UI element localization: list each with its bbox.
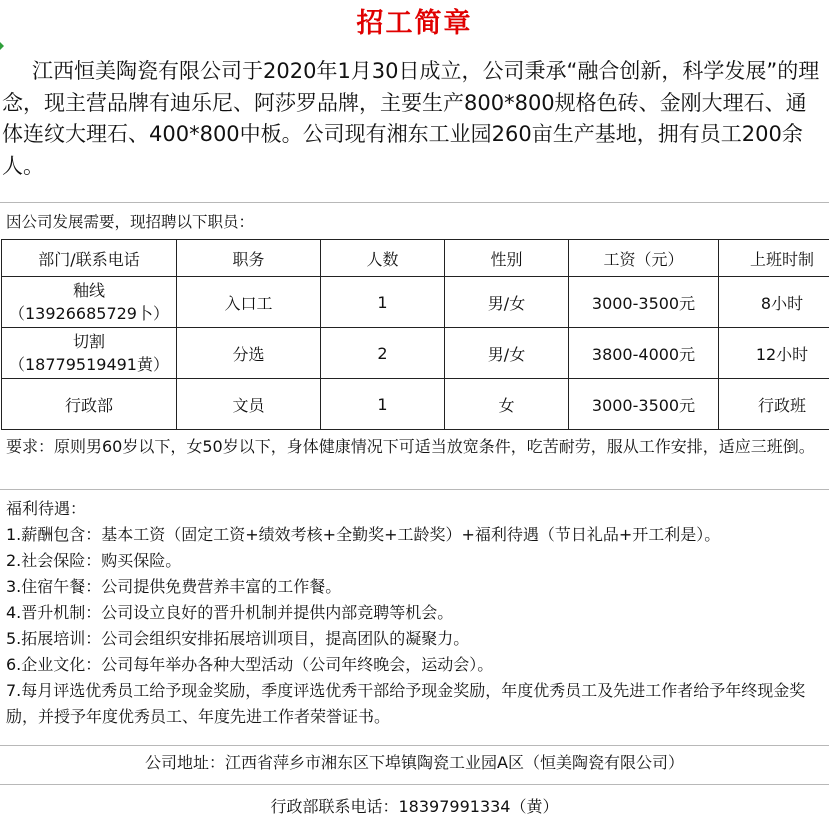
table-header-row (2, 240, 829, 277)
page-title: 招工简章 (356, 8, 473, 39)
dept-phone: （18779519491黄） (9, 355, 169, 374)
dept-name: 切割 (72, 332, 105, 351)
dept-cell (2, 328, 177, 379)
count-cell: 1 (321, 379, 445, 430)
benefit-item: 6.企业文化：公司每年举办各种大型活动（公司年终晚会，运动会）。 (6, 655, 494, 674)
salary-cell: 3000-3500元 (569, 277, 719, 328)
salary-cell: 3000-3500元 (569, 379, 719, 430)
divider (0, 489, 829, 490)
benefit-item: 1.薪酬包含：基本工资（固定工资+绩效考核+全勤奖+工龄奖）+福利待遇（节日礼品+开工利是）。 (6, 525, 721, 544)
requirements-text: 要求：原则男60岁以下，女50岁以下，身体健康情况下可适当放宽条件，吃苦耐劳，服从工作安排，适应三班倒。 (6, 437, 815, 456)
col-header-position: 职务 (177, 240, 321, 277)
gender-cell: 男/女 (445, 277, 569, 328)
col-header-salary: 工资（元） (569, 240, 719, 277)
count-cell: 1 (321, 277, 445, 328)
company-address: 公司地址：江西省萍乡市湘东区下埠镇陶瓷工业园A区（恒美陶瓷有限公司） (145, 753, 684, 772)
gender-cell: 男/女 (445, 328, 569, 379)
benefit-item: 3.住宿午餐：公司提供免费营养丰富的工作餐。 (6, 577, 342, 596)
benefit-item: 5.拓展培训：公司会组织安排拓展培训项目，提高团队的凝聚力。 (6, 629, 470, 648)
table-row (2, 277, 829, 328)
benefits-heading: 福利待遇： (6, 499, 87, 518)
col-header-count: 人数 (321, 240, 445, 277)
position-cell: 分选 (177, 328, 321, 379)
hours-cell: 行政班 (719, 379, 829, 430)
divider (0, 745, 829, 746)
col-header-gender: 性别 (445, 240, 569, 277)
contact-phone: 行政部联系电话：18397991334（黄） (270, 797, 559, 816)
position-cell: 文员 (177, 379, 321, 430)
benefit-item: 4.晋升机制：公司设立良好的晋升机制并提供内部竞聘等机会。 (6, 603, 454, 622)
col-header-dept: 部门/联系电话 (2, 240, 177, 277)
dept-phone: （13926685729卜） (9, 304, 169, 323)
benefits-section (6, 496, 824, 730)
company-intro: 江西恒美陶瓷有限公司于2020年1月30日成立，公司秉承“融合创新，科学发展”的理念，现主营品牌有迪乐尼、阿莎罗品牌，主要生产800*800规格色砖、金刚大理石、通体连纹大理石、400*800中板。公司现有湘东工业园260亩生产基地，拥有员工200余人。 (2, 59, 820, 178)
table-row (2, 379, 829, 430)
count-cell: 2 (321, 328, 445, 379)
divider (0, 784, 829, 785)
divider (0, 202, 829, 203)
benefit-item: 7.每月评选优秀员工给予现金奖励，季度评选优秀干部给予现金奖励，年度优秀员工及先进工作者给予年终现金奖励，并授予年度优秀员工、年度先进工作者荣誉证书。 (6, 681, 806, 726)
gender-cell: 女 (445, 379, 569, 430)
dept-cell (2, 277, 177, 328)
salary-cell: 3800-4000元 (569, 328, 719, 379)
corner-mark (0, 42, 4, 50)
jobs-table (1, 239, 829, 430)
benefit-item: 2.社会保险：购买保险。 (6, 551, 182, 570)
table-row (2, 328, 829, 379)
col-header-hours: 上班时制 (719, 240, 829, 277)
hours-cell: 8小时 (719, 277, 829, 328)
position-cell: 入口工 (177, 277, 321, 328)
hours-cell: 12小时 (719, 328, 829, 379)
dept-name: 釉线 (72, 281, 105, 300)
recruit-heading: 因公司发展需要，现招聘以下职员： (6, 213, 255, 231)
dept-cell: 行政部 (2, 379, 177, 430)
